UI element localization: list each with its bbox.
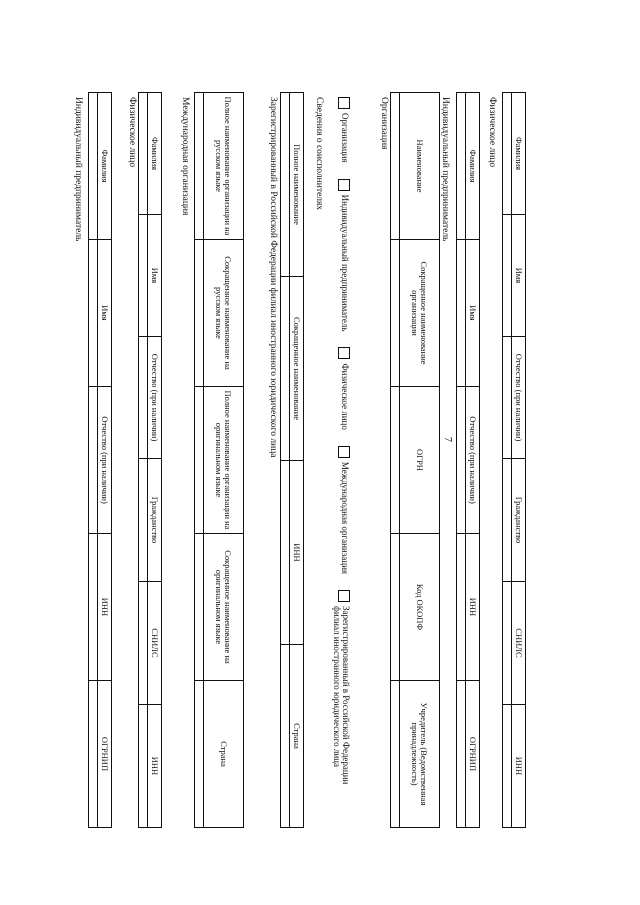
- person-top-cell[interactable]: [139, 459, 148, 582]
- ip-bottom-cell[interactable]: [457, 93, 466, 240]
- ip-top-cell[interactable]: [89, 93, 98, 240]
- person-bottom-header-citizenship: Гражданство: [512, 459, 526, 582]
- person-top-cell[interactable]: [139, 705, 148, 828]
- ip-top-header-patronymic: Отчество (при наличии): [98, 387, 112, 534]
- ip-bottom-cell[interactable]: [457, 681, 466, 828]
- intl-org-cell[interactable]: [195, 534, 204, 681]
- option-organization[interactable]: [338, 97, 350, 163]
- person-top-header-inn: ИНН: [148, 705, 162, 828]
- option-foreign-legal-branch[interactable]: [331, 590, 350, 786]
- ip-bottom-cell[interactable]: [457, 240, 466, 387]
- foreign-legal-branch-checkbox[interactable]: [338, 590, 350, 602]
- ip-bottom-header-ogrnip: ОГРНИП: [466, 681, 480, 828]
- foreign-legal-header-short-name: Сокращенное наименование: [290, 277, 304, 461]
- organization-label: Организация: [340, 113, 350, 163]
- org-header-name: Наименование: [400, 93, 440, 240]
- person-top-header-citizenship: Гражданство: [148, 459, 162, 582]
- ip-top-title: Индивидуальный предприниматель: [73, 97, 83, 242]
- org-header-short-name: Сокращенное наименование организации: [400, 240, 440, 387]
- ip-top-cell[interactable]: [89, 387, 98, 534]
- option-individual-entrepreneur[interactable]: [338, 179, 350, 332]
- ip-bottom-header-name: Имя: [466, 240, 480, 387]
- intl-org-header-short-name-orig: Сокращенное наименование на оригинальном языке: [204, 534, 244, 681]
- person-top-cell[interactable]: [139, 337, 148, 459]
- foreign-legal-header-full-name: Полное наименование: [290, 93, 304, 277]
- person-top-table: [138, 92, 162, 828]
- foreign-legal-branch-label: Зарегистрированный в Российской Федерации филиал иностранного юридического лица: [331, 606, 351, 785]
- cofounder-type-options: [331, 97, 350, 786]
- person-top-cell[interactable]: [139, 582, 148, 705]
- international-organization-label: Международная организация: [340, 461, 350, 575]
- person-bottom-header-inn: ИНН: [512, 705, 526, 828]
- ip-bottom-header-surname: Фамилия: [466, 93, 480, 240]
- person-top-header-patronymic: Отчество (при наличии): [148, 337, 162, 459]
- org-table: [390, 92, 440, 828]
- intl-org-cell[interactable]: [195, 681, 204, 828]
- physical-person-label: Физическое лицо: [340, 363, 350, 430]
- intl-org-cell[interactable]: [195, 93, 204, 240]
- cofounders-title: Сведения о соисполнителях: [314, 97, 324, 211]
- org-cell[interactable]: [391, 534, 400, 681]
- person-bottom-cell[interactable]: [503, 93, 512, 215]
- ip-top-header-ogrnip: ОГРНИП: [98, 681, 112, 828]
- intl-org-table: [194, 92, 244, 828]
- person-top-header-snils: СНИЛС: [148, 582, 162, 705]
- intl-org-header-short-name-ru: Сокращенное наименование на русском языке: [204, 240, 244, 387]
- person-bottom-table: [502, 92, 526, 828]
- foreign-legal-header-inn: ИНН: [290, 461, 304, 645]
- org-header-ogrn: ОГРН: [400, 387, 440, 534]
- ip-bottom-table: [456, 92, 480, 828]
- ip-bottom-title: Индивидуальный предприниматель: [440, 97, 450, 242]
- option-physical-person[interactable]: [338, 347, 350, 429]
- ip-bottom-header-inn: ИНН: [466, 534, 480, 681]
- org-header-okopf: Код ОКОПФ: [400, 534, 440, 681]
- individual-entrepreneur-checkbox[interactable]: [338, 179, 350, 191]
- org-cell[interactable]: [391, 93, 400, 240]
- person-top-cell[interactable]: [139, 215, 148, 337]
- ip-top-cell[interactable]: [89, 534, 98, 681]
- foreign-legal-header-country: Страна: [290, 645, 304, 828]
- ip-bottom-cell[interactable]: [457, 387, 466, 534]
- ip-top-cell[interactable]: [89, 240, 98, 387]
- ip-top-header-name: Имя: [98, 240, 112, 387]
- person-bottom-header-patronymic: Отчество (при наличии): [512, 337, 526, 459]
- ip-top-table: [88, 92, 112, 828]
- person-bottom-header-surname: Фамилия: [512, 93, 526, 215]
- organization-checkbox[interactable]: [338, 97, 350, 109]
- individual-entrepreneur-label: Индивидуальный предприниматель: [340, 194, 350, 332]
- org-cell[interactable]: [391, 387, 400, 534]
- foreign-legal-cell[interactable]: [281, 93, 290, 277]
- person-bottom-cell[interactable]: [503, 459, 512, 582]
- person-top-header-surname: Фамилия: [148, 93, 162, 215]
- intl-org-cell[interactable]: [195, 387, 204, 534]
- foreign-legal-cell[interactable]: [281, 277, 290, 461]
- ip-bottom-cell[interactable]: [457, 534, 466, 681]
- intl-org-header-full-name-orig: Полное наименование организации на оригинальном языке: [204, 387, 244, 534]
- page-number: 7: [442, 437, 453, 442]
- person-top-header-name: Имя: [148, 215, 162, 337]
- intl-org-title: Международная организация: [180, 97, 190, 216]
- ip-top-header-surname: Фамилия: [98, 93, 112, 240]
- ip-top-cell[interactable]: [89, 681, 98, 828]
- org-header-founder: Учредитель (Ведомственная принадлежность): [400, 681, 440, 828]
- intl-org-header-country: Страна: [204, 681, 244, 828]
- person-bottom-cell[interactable]: [503, 215, 512, 337]
- intl-org-header-full-name-ru: Полное наименование организации на русском языке: [204, 93, 244, 240]
- ip-bottom-header-patronymic: Отчество (при наличии): [466, 387, 480, 534]
- foreign-legal-cell[interactable]: [281, 461, 290, 645]
- physical-person-checkbox[interactable]: [338, 347, 350, 359]
- foreign-legal-title: Зарегистрированный в Российской Федерации филиал иностранного юридического лица: [268, 97, 278, 458]
- person-bottom-cell[interactable]: [503, 337, 512, 459]
- org-cell[interactable]: [391, 681, 400, 828]
- foreign-legal-cell[interactable]: [281, 645, 290, 828]
- person-bottom-header-name: Имя: [512, 215, 526, 337]
- org-title: Организация: [379, 97, 389, 150]
- person-bottom-cell[interactable]: [503, 582, 512, 705]
- ip-top-header-inn: ИНН: [98, 534, 112, 681]
- person-top-cell[interactable]: [139, 93, 148, 215]
- international-organization-checkbox[interactable]: [338, 446, 350, 458]
- intl-org-cell[interactable]: [195, 240, 204, 387]
- person-bottom-cell[interactable]: [503, 705, 512, 828]
- foreign-legal-table: [280, 92, 304, 828]
- org-cell[interactable]: [391, 240, 400, 387]
- person-bottom-header-snils: СНИЛС: [512, 582, 526, 705]
- person-top-title: Физическое лицо: [127, 97, 137, 168]
- person-bottom-title: Физическое лицо: [487, 97, 497, 168]
- option-international-organization[interactable]: [338, 446, 350, 574]
